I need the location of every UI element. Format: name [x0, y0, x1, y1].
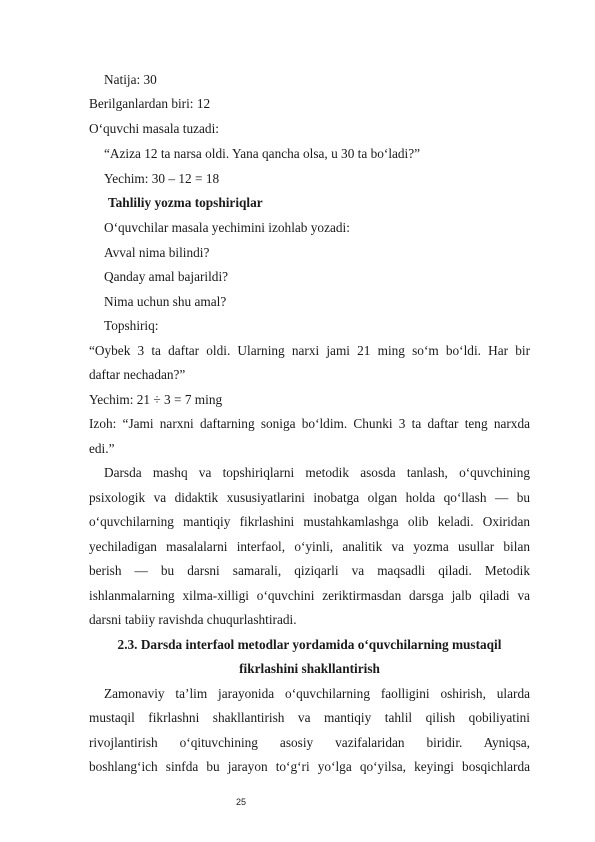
paragraph-line: o‘quvchilarning mantiqiy fikrlashini mustahkamlashga olib keladi. Oxiridan: [89, 514, 530, 529]
text-line: Nima uchun shu amal?: [104, 294, 227, 309]
subheading: Tahliliy yozma topshiriqlar: [108, 195, 263, 210]
paragraph-line: Zamonaviy ta’lim jarayonida o‘quvchilarning faolligini oshirish, ularda: [104, 686, 530, 701]
text-line: “Oybek 3 ta daftar oldi. Ularning narxi jami 21 ming so‘m bo‘ldi. Har bir: [89, 343, 530, 358]
text-line: Yechim: 21 ÷ 3 = 7 ming: [89, 392, 223, 407]
paragraph-line: Darsda mashq va topshiriqlarni metodik asosda tanlash, o‘quvchining: [104, 465, 530, 480]
paragraph-line: rivojlantirish o‘qituvchining asosiy vazifalaridan biridir. Ayniqsa,: [89, 735, 530, 750]
section-heading: fikrlashini shakllantirish: [239, 661, 380, 676]
text-line: edi.”: [89, 441, 115, 456]
paragraph-line: mustaqil fikrlashni shakllantirish va mantiqiy tahlil qilish qobiliyatini: [89, 710, 530, 725]
text-line: Natija: 30: [104, 72, 157, 87]
text-line: Qanday amal bajarildi?: [104, 269, 229, 284]
text-line: O‘quvchi masala tuzadi:: [89, 121, 219, 136]
paragraph-line: psixologik va didaktik xususiyatlarini inobatga olgan holda qo‘llash — bu: [89, 490, 530, 505]
page-number: 25: [235, 797, 246, 807]
text-line: Yechim: 30 – 12 = 18: [104, 171, 220, 186]
paragraph-line: darsni tabiiy ravishda chuqurlashtiradi.: [89, 612, 297, 627]
paragraph-line: berish — bu darsni samarali, qiziqarli va maqsadli qiladi. Metodik: [89, 563, 530, 578]
text-line: Topshiriq:: [104, 318, 159, 333]
paragraph-line: boshlang‘ich sinfda bu jarayon to‘g‘ri yo‘lga qo‘yilsa, keyingi bosqichlarda: [89, 759, 530, 774]
paragraph-line: ishlanmalarning xilma-xilligi o‘quvchini zeriktirmasdan darsga jalb qiladi va: [89, 588, 530, 603]
text-line: Izoh: “Jami narxni daftarning soniga bo‘ldim. Chunki 3 ta daftar teng narxda: [89, 416, 530, 431]
text-line: Avval nima bilindi?: [104, 245, 210, 260]
text-line: O‘quvchilar masala yechimini izohlab yozadi:: [104, 220, 350, 235]
text-line: Berilganlardan biri: 12: [89, 96, 211, 111]
text-line: daftar nechadan?”: [89, 367, 186, 382]
section-heading: 2.3. Darsda interfaol metodlar yordamida o‘quvchilarning mustaqil: [117, 637, 502, 652]
paragraph-line: yechiladigan masalalarni interfaol, o‘yinli, analitik va yozma usullar bilan: [89, 539, 530, 554]
text-line: “Aziza 12 ta narsa oldi. Yana qancha olsa, u 30 ta bo‘ladi?”: [104, 146, 421, 161]
